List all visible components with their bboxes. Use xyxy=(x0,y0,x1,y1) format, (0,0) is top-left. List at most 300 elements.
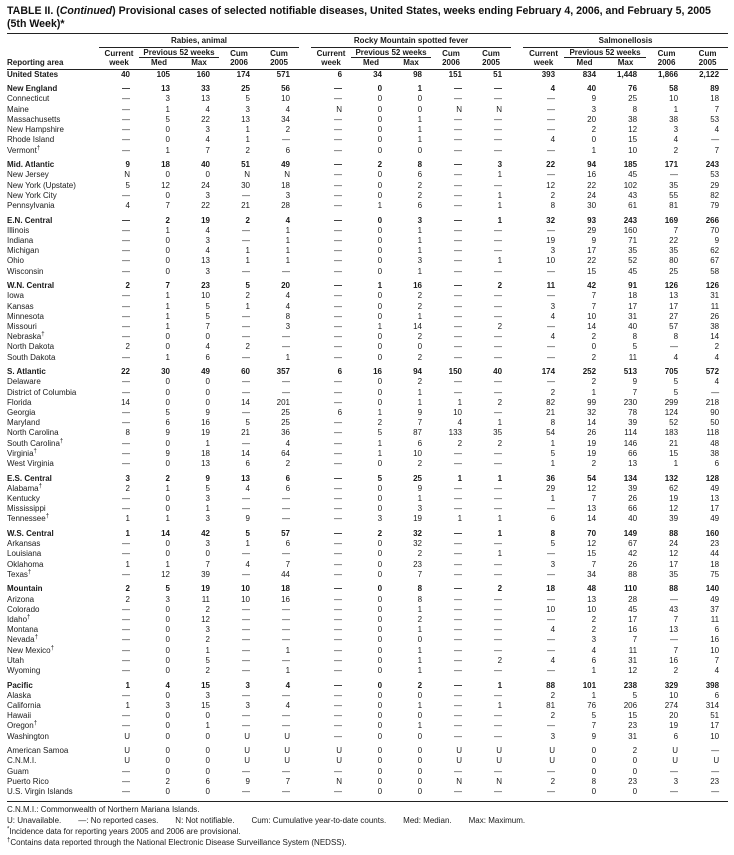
value-cell: 4 xyxy=(550,84,556,94)
value-cell: — xyxy=(334,569,343,579)
year-2005-label: 2005 xyxy=(698,58,717,68)
value-cell: 7 xyxy=(714,145,720,155)
column-spacer xyxy=(299,408,311,418)
sub-header-row-1 xyxy=(7,47,728,58)
value-cell: — xyxy=(454,215,463,225)
column-spacer xyxy=(299,646,311,656)
value-cell: 834 xyxy=(582,69,597,79)
reporting-area-cell: North Dakota xyxy=(7,342,55,352)
dagger-mark: † xyxy=(45,513,50,520)
value-cell: 4 xyxy=(673,352,679,362)
value-cell: 6 xyxy=(337,407,343,417)
table-row xyxy=(7,322,728,332)
column-spacer xyxy=(299,711,311,721)
reporting-area-cell: Florida xyxy=(7,397,32,407)
column-spacer xyxy=(511,94,523,104)
value-cell: 6 xyxy=(165,418,170,428)
value-cell: 252 xyxy=(582,367,597,377)
value-cell: 29 xyxy=(546,483,556,493)
value-cell: — xyxy=(454,528,463,538)
value-cell: 3 xyxy=(285,321,291,331)
col-header-cum-2006 xyxy=(219,47,259,69)
value-cell: 6 xyxy=(417,170,423,180)
value-cell: 1 xyxy=(591,145,597,155)
table-row xyxy=(7,549,728,559)
reporting-area-cell: Wyoming xyxy=(7,665,41,675)
column-spacer xyxy=(511,322,523,332)
column-spacer xyxy=(299,539,311,549)
value-cell: 1 xyxy=(125,514,130,524)
value-cell: 7 xyxy=(591,301,597,311)
value-cell: 18 xyxy=(546,584,556,594)
value-cell: 18 xyxy=(628,291,638,301)
value-cell: 5 xyxy=(377,428,383,438)
table-row xyxy=(7,666,728,676)
value-cell: 0 xyxy=(377,301,383,311)
table-row xyxy=(7,625,728,635)
value-cell: 4 xyxy=(550,332,556,342)
value-cell: — xyxy=(494,125,503,135)
value-cell: 1 xyxy=(377,321,383,331)
value-cell: 89 xyxy=(710,84,720,94)
value-cell: 31 xyxy=(628,311,638,321)
table-row xyxy=(7,428,728,438)
value-cell: — xyxy=(547,645,556,655)
value-cell: 2 xyxy=(377,418,383,428)
value-cell: — xyxy=(334,246,343,256)
column-spacer xyxy=(299,291,311,301)
value-cell: 1 xyxy=(457,514,463,524)
value-cell: 0 xyxy=(377,721,383,731)
legend-unavailable: U: Unavailable. xyxy=(7,816,62,826)
value-cell: 1 xyxy=(165,104,170,114)
table-row xyxy=(7,94,728,104)
value-cell: 64 xyxy=(281,448,291,458)
value-cell: 398 xyxy=(705,680,720,690)
column-spacer xyxy=(511,635,523,645)
current-label: Current xyxy=(104,48,134,58)
value-cell: 2 xyxy=(591,458,597,468)
table-row xyxy=(7,721,728,731)
value-cell: 6 xyxy=(285,473,291,483)
value-cell: 1 xyxy=(205,721,210,731)
value-cell: — xyxy=(122,266,130,276)
value-cell: 55 xyxy=(669,190,679,200)
value-cell: 22 xyxy=(201,200,210,210)
value-cell: 0 xyxy=(377,190,383,200)
value-cell: — xyxy=(711,746,720,756)
value-cell: 22 xyxy=(587,256,597,266)
value-cell: 13 xyxy=(587,594,597,604)
value-cell: — xyxy=(454,377,463,387)
value-cell: — xyxy=(242,766,250,776)
value-cell: 0 xyxy=(165,756,170,766)
value-cell: 5 xyxy=(673,387,679,397)
value-cell: U xyxy=(549,756,556,766)
column-spacer xyxy=(299,767,311,777)
reporting-area-cell: C.N.M.I. xyxy=(7,756,37,766)
value-cell: 1 xyxy=(497,200,503,210)
value-cell: 15 xyxy=(628,135,638,145)
value-cell: 1 xyxy=(125,528,130,538)
value-cell: — xyxy=(122,569,130,579)
value-cell: — xyxy=(547,125,556,135)
value-cell: N xyxy=(124,170,130,180)
value-cell: 12 xyxy=(587,483,597,493)
value-cell: 81 xyxy=(546,700,556,710)
value-cell: 25 xyxy=(628,94,638,104)
value-cell: N xyxy=(336,776,343,786)
value-cell: 0 xyxy=(417,342,423,352)
value-cell: 1 xyxy=(125,559,130,569)
value-cell: 1 xyxy=(165,514,170,524)
value-cell: 8 xyxy=(632,104,638,114)
value-cell: 169 xyxy=(664,215,679,225)
value-cell: — xyxy=(334,700,343,710)
value-cell: — xyxy=(454,655,463,665)
value-cell: 0 xyxy=(165,458,170,468)
column-spacer xyxy=(299,216,311,226)
value-cell: 28 xyxy=(281,200,291,210)
column-spacer xyxy=(299,529,311,539)
value-cell: 52 xyxy=(669,418,679,428)
value-cell: 25 xyxy=(241,84,250,94)
value-cell: 2 xyxy=(550,711,556,721)
group-header-row xyxy=(7,36,728,47)
value-cell: 2 xyxy=(591,614,597,624)
value-cell: 79 xyxy=(710,200,720,210)
reporting-area-cell: Montana xyxy=(7,625,39,635)
value-cell: — xyxy=(334,125,343,135)
value-cell: — xyxy=(494,180,503,190)
column-spacer xyxy=(299,570,311,580)
value-cell: 8 xyxy=(550,528,556,538)
reporting-area-cell: Arizona xyxy=(7,594,35,604)
value-cell: 11 xyxy=(546,281,556,291)
dagger-mark: † xyxy=(34,634,38,641)
value-cell: 3 xyxy=(205,690,210,700)
value-cell: 45 xyxy=(628,170,638,180)
value-cell: 2 xyxy=(125,342,130,352)
value-cell: 146 xyxy=(623,438,638,448)
value-cell: — xyxy=(282,504,291,514)
table-row xyxy=(7,777,728,787)
value-cell: 24 xyxy=(669,539,679,549)
value-cell: 4 xyxy=(714,125,720,135)
value-cell: 8 xyxy=(417,584,423,594)
reporting-area-cell: Oregon† xyxy=(7,720,38,731)
asterisk-symbol: * xyxy=(7,826,10,833)
column-spacer xyxy=(299,125,311,135)
value-cell: 3 xyxy=(550,731,556,741)
value-cell: 1,866 xyxy=(658,69,679,79)
value-cell: 49 xyxy=(710,594,720,604)
value-cell: 22 xyxy=(587,180,597,190)
value-cell: 7 xyxy=(165,281,170,291)
value-cell: 7 xyxy=(673,225,679,235)
table-row xyxy=(7,69,728,80)
value-cell: 0 xyxy=(417,787,423,796)
value-cell: — xyxy=(334,539,343,549)
value-cell: 5 xyxy=(205,655,210,665)
value-cell: 8 xyxy=(673,332,679,342)
column-spacer xyxy=(511,408,523,418)
value-cell: — xyxy=(122,655,130,665)
column-spacer xyxy=(511,135,523,145)
value-cell: — xyxy=(494,266,503,276)
value-cell: — xyxy=(454,342,463,352)
value-cell: 34 xyxy=(587,569,597,579)
table-row xyxy=(7,418,728,428)
dagger-mark: † xyxy=(59,437,64,444)
value-cell: 7 xyxy=(632,635,638,645)
week-label: week xyxy=(533,58,554,68)
value-cell: 21 xyxy=(241,200,250,210)
value-cell: 0 xyxy=(377,377,383,387)
column-spacer xyxy=(511,474,523,484)
value-cell: 11 xyxy=(628,645,638,655)
value-cell: 4 xyxy=(285,700,291,710)
value-cell: 25 xyxy=(669,266,679,276)
value-cell: 16 xyxy=(669,655,679,665)
value-cell: 20 xyxy=(281,281,291,291)
page-title xyxy=(7,5,728,30)
value-cell: 18 xyxy=(281,584,291,594)
value-cell: 0 xyxy=(377,614,383,624)
value-cell: 16 xyxy=(373,367,383,377)
value-cell: 7 xyxy=(417,569,423,579)
value-cell: — xyxy=(334,493,343,503)
column-spacer xyxy=(299,746,311,756)
value-cell: — xyxy=(122,145,130,155)
dagger-mark: † xyxy=(50,644,54,651)
value-cell: 7 xyxy=(205,559,210,569)
value-cell: 2 xyxy=(497,321,503,331)
column-spacer xyxy=(511,291,523,301)
column-spacer xyxy=(299,787,311,797)
value-cell: 4 xyxy=(285,291,291,301)
value-cell: 9 xyxy=(714,235,720,245)
value-cell: — xyxy=(122,787,130,796)
value-cell: 0 xyxy=(377,711,383,721)
col-header-max: Max xyxy=(391,58,431,70)
value-cell: 6 xyxy=(205,352,210,362)
value-cell: 18 xyxy=(710,559,720,569)
value-cell: 2 xyxy=(205,604,210,614)
reporting-area-cell: Indiana xyxy=(7,235,34,245)
column-spacer xyxy=(511,584,523,594)
value-cell: 1 xyxy=(417,604,423,614)
column-spacer xyxy=(511,560,523,570)
value-cell: 29 xyxy=(587,225,597,235)
table-row xyxy=(7,494,728,504)
value-cell: — xyxy=(334,528,343,538)
value-cell: 4 xyxy=(285,104,291,114)
value-cell: 0 xyxy=(377,94,383,104)
value-cell: 0 xyxy=(377,458,383,468)
value-cell: 54 xyxy=(587,473,597,483)
column-spacer xyxy=(299,439,311,449)
value-cell: 2 xyxy=(245,145,250,155)
value-cell: 11 xyxy=(628,352,638,362)
value-cell: 9 xyxy=(417,483,423,493)
value-cell: 12 xyxy=(161,569,170,579)
value-cell: — xyxy=(122,235,130,245)
reporting-area-cell: New Mexico† xyxy=(7,644,54,655)
value-cell: — xyxy=(242,690,250,700)
value-cell: 66 xyxy=(628,504,638,514)
column-spacer xyxy=(511,226,523,236)
value-cell: — xyxy=(494,114,503,124)
value-cell: 5 xyxy=(673,377,679,387)
value-cell: — xyxy=(242,711,250,721)
value-cell: 1 xyxy=(125,680,130,690)
value-cell: 17 xyxy=(669,559,679,569)
reporting-area-cell: S. Atlantic xyxy=(7,367,46,377)
value-cell: — xyxy=(454,645,463,655)
value-cell: 0 xyxy=(377,342,383,352)
value-cell: 6 xyxy=(285,539,291,549)
value-cell: 25 xyxy=(281,418,291,428)
value-cell: 10 xyxy=(628,145,638,155)
value-cell: 26 xyxy=(710,311,720,321)
value-cell: 0 xyxy=(165,246,170,256)
value-cell: 62 xyxy=(710,246,720,256)
column-spacer xyxy=(511,125,523,135)
value-cell: 2 xyxy=(497,397,503,407)
value-cell: 25 xyxy=(413,473,423,483)
column-spacer xyxy=(511,459,523,469)
value-cell: 134 xyxy=(623,473,638,483)
value-cell: 9 xyxy=(245,514,250,524)
value-cell: 0 xyxy=(591,787,597,796)
column-spacer xyxy=(511,605,523,615)
table-row xyxy=(7,484,728,494)
value-cell: — xyxy=(122,332,130,342)
value-cell: 38 xyxy=(710,321,720,331)
value-cell: — xyxy=(454,625,463,635)
reporting-area-cell: Kansas xyxy=(7,301,34,311)
dagger-mark: † xyxy=(33,720,38,727)
value-cell: 1 xyxy=(457,397,463,407)
reporting-area-cell: Puerto Rico xyxy=(7,776,49,786)
value-cell: 0 xyxy=(165,256,170,266)
year-2005-label: 2005 xyxy=(482,58,500,68)
value-cell: 0 xyxy=(417,731,423,741)
value-cell: — xyxy=(242,190,250,200)
value-cell: 30 xyxy=(161,367,170,377)
value-cell: — xyxy=(334,145,343,155)
value-cell: 23 xyxy=(710,776,720,786)
value-cell: 0 xyxy=(417,94,423,104)
cum-label: Cum xyxy=(230,48,248,58)
reporting-area-cell: Nebraska† xyxy=(7,331,45,342)
value-cell: 2 xyxy=(125,281,130,291)
value-cell: 0 xyxy=(377,645,383,655)
value-cell: — xyxy=(122,225,130,235)
title-rest: ) Provisional cases of selected notifiable diseases, United States, weeks ending February 4, 2006, and February 5, 2005 xyxy=(112,5,711,17)
value-cell: 6 xyxy=(714,625,720,635)
value-cell: 2 xyxy=(632,746,638,756)
value-cell: 23 xyxy=(628,776,638,786)
value-cell: 34 xyxy=(281,114,291,124)
value-cell: — xyxy=(122,94,130,104)
value-cell: — xyxy=(242,787,250,796)
value-cell: 25 xyxy=(281,407,291,417)
value-cell: 10 xyxy=(281,94,291,104)
value-cell: 5 xyxy=(591,711,597,721)
value-cell: 0 xyxy=(377,256,383,266)
value-cell: — xyxy=(454,635,463,645)
reporting-area-cell: Michigan xyxy=(7,246,40,256)
value-cell: — xyxy=(334,321,343,331)
value-cell: 51 xyxy=(710,711,720,721)
value-cell: 243 xyxy=(705,160,720,170)
value-cell: 80 xyxy=(669,256,679,266)
value-cell: 4 xyxy=(285,680,291,690)
column-spacer xyxy=(299,267,311,277)
value-cell: 19 xyxy=(669,721,679,731)
reporting-area-cell: Illinois xyxy=(7,225,30,235)
value-cell: 3 xyxy=(205,125,210,135)
value-cell: — xyxy=(122,321,130,331)
value-cell: — xyxy=(334,428,343,438)
value-cell: — xyxy=(494,135,503,145)
value-cell: 0 xyxy=(165,655,170,665)
value-cell: 5 xyxy=(550,539,556,549)
value-cell: — xyxy=(334,448,343,458)
value-cell: 61 xyxy=(628,200,638,210)
value-cell: 8 xyxy=(417,160,423,170)
value-cell: 1 xyxy=(205,504,210,514)
value-cell: 1 xyxy=(165,291,170,301)
value-cell: 8 xyxy=(550,418,556,428)
value-cell: — xyxy=(122,438,130,448)
value-cell: 21 xyxy=(241,428,250,438)
title-line-2: (5th Week)* xyxy=(7,17,65,30)
value-cell: 90 xyxy=(710,407,720,417)
value-cell: N xyxy=(456,104,463,114)
table-row xyxy=(7,681,728,691)
value-cell: — xyxy=(454,680,463,690)
reporting-area-cell: Iowa xyxy=(7,291,24,301)
value-cell: 2 xyxy=(550,190,556,200)
column-spacer xyxy=(511,494,523,504)
column-spacer xyxy=(511,787,523,797)
value-cell: 37 xyxy=(710,604,720,614)
value-cell: 36 xyxy=(281,428,291,438)
column-spacer xyxy=(299,494,311,504)
value-cell: — xyxy=(334,665,343,675)
value-cell: 6 xyxy=(714,690,720,700)
column-spacer xyxy=(299,146,311,156)
value-cell: 0 xyxy=(165,614,170,624)
column-spacer xyxy=(299,459,311,469)
value-cell: — xyxy=(242,407,250,417)
value-cell: 0 xyxy=(417,690,423,700)
reporting-area-cell: Arkansas xyxy=(7,539,41,549)
value-cell: — xyxy=(122,448,130,458)
value-cell: U xyxy=(456,756,463,766)
value-cell: 2 xyxy=(245,342,250,352)
value-cell: 57 xyxy=(281,528,291,538)
value-cell: 26 xyxy=(628,559,638,569)
value-cell: — xyxy=(454,458,463,468)
cum-label: Cum xyxy=(442,48,460,58)
value-cell: 3 xyxy=(245,104,250,114)
value-cell: — xyxy=(494,246,503,256)
value-cell: 4 xyxy=(591,645,597,655)
